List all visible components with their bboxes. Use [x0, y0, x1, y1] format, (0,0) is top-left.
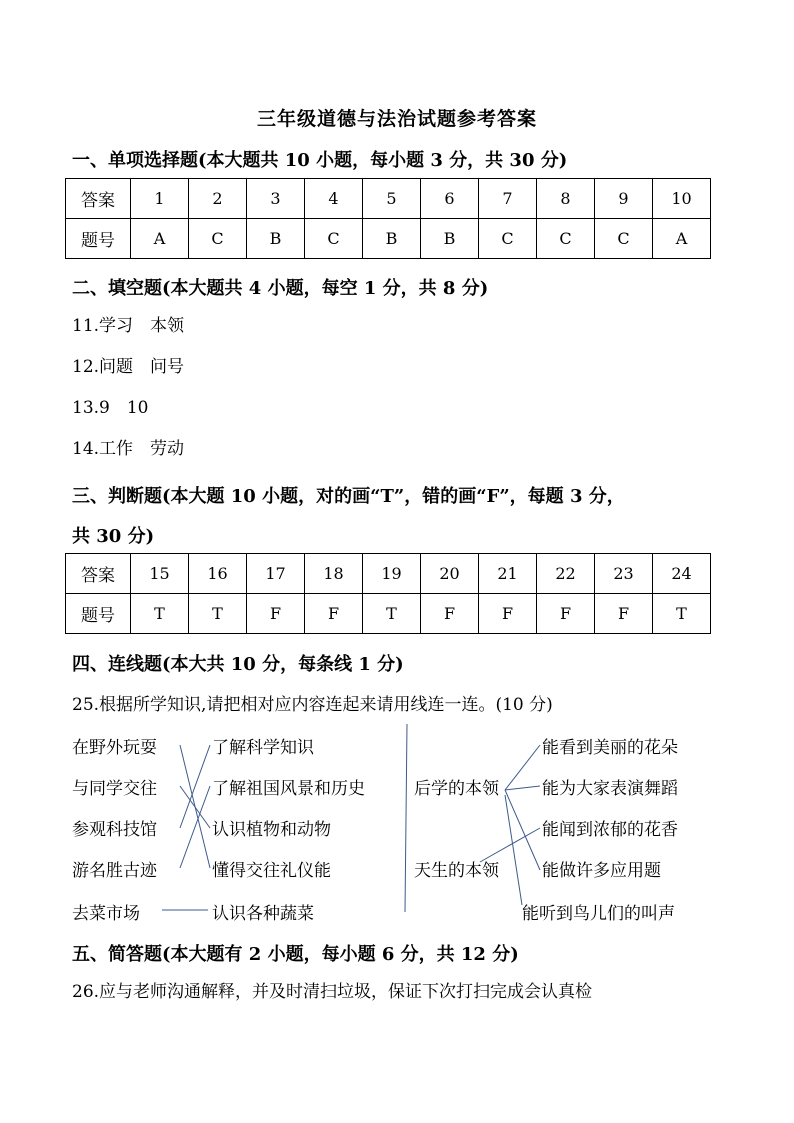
fill-answer-12: 12.问题 问号 [72, 357, 185, 377]
section3-heading-line2: 共 30 分) [72, 526, 155, 547]
table-cell: F [421, 594, 479, 634]
left-item: 与同学交往 [72, 779, 157, 799]
table-cell: C [305, 219, 363, 259]
table-cell: F [595, 594, 653, 634]
section2-heading: 二、填空题(本大题共 4 小题，每空 1 分，共 8 分) [72, 278, 489, 299]
row-label: 答案 [66, 554, 131, 594]
table-cell: F [479, 594, 537, 634]
table-cell: F [305, 594, 363, 634]
middle-item: 了解祖国风景和历史 [212, 779, 365, 799]
table-cell: 10 [653, 179, 711, 219]
table-cell: 20 [421, 554, 479, 594]
middle-item: 认识植物和动物 [212, 820, 331, 840]
left-item: 游名胜古迹 [72, 861, 157, 881]
section5-heading: 五、简答题(本大题有 2 小题，每小题 6 分，共 12 分) [72, 944, 519, 965]
table-cell: 23 [595, 554, 653, 594]
match-line [180, 786, 210, 868]
center-item: 后学的本领 [414, 779, 499, 799]
table-cell: A [131, 219, 189, 259]
fill-answer-13: 13.9 10 [72, 398, 149, 418]
table-cell: 24 [653, 554, 711, 594]
table-cell: T [189, 594, 247, 634]
answer-26: 26.应与老师沟通解释，并及时清扫垃圾，保证下次打扫完成会认真检 [72, 982, 593, 1002]
table-cell: 5 [363, 179, 421, 219]
table-cell: 19 [363, 554, 421, 594]
table-cell: 22 [537, 554, 595, 594]
match-line [180, 786, 210, 828]
right-item: 能闻到浓郁的花香 [542, 820, 678, 840]
row-label: 题号 [66, 594, 131, 634]
table-cell: B [247, 219, 305, 259]
table-cell: C [479, 219, 537, 259]
table-cell: 18 [305, 554, 363, 594]
table-cell: 2 [189, 179, 247, 219]
table-cell: 16 [189, 554, 247, 594]
table-cell: T [131, 594, 189, 634]
right-item: 能听到鸟儿们的叫声 [522, 904, 675, 924]
middle-item: 了解科学知识 [212, 738, 314, 758]
table-cell: B [421, 219, 479, 259]
right-item: 能做许多应用题 [542, 861, 661, 881]
table-cell: 21 [479, 554, 537, 594]
match-line [505, 786, 540, 790]
table-cell: 3 [247, 179, 305, 219]
page-title: 三年级道德与法治试题参考答案 [256, 108, 537, 130]
match-line [480, 828, 540, 862]
center-item: 天生的本领 [414, 861, 499, 881]
divider-line [405, 724, 407, 912]
table-cell: 15 [131, 554, 189, 594]
table-cell: F [247, 594, 305, 634]
table-cell: 1 [131, 179, 189, 219]
table-cell: 9 [595, 179, 653, 219]
table-cell: C [189, 219, 247, 259]
table-cell: 8 [537, 179, 595, 219]
middle-item: 懂得交往礼仪能 [212, 861, 331, 881]
match-line [505, 745, 540, 790]
row-label: 答案 [66, 179, 131, 219]
left-item: 去菜市场 [72, 904, 140, 924]
table-cell: F [537, 594, 595, 634]
match-line [180, 745, 210, 828]
fill-answer-14: 14.工作 劳动 [72, 439, 185, 459]
question-25: 25.根据所学知识,请把相对应内容连起来请用线连一连。(10 分) [72, 695, 553, 715]
table-cell: T [653, 594, 711, 634]
right-item: 能看到美丽的花朵 [542, 738, 678, 758]
section1-heading: 一、单项选择题(本大题共 10 小题，每小题 3 分，共 30 分) [72, 150, 568, 171]
section4-heading: 四、连线题(本大共 10 分，每条线 1 分) [72, 654, 404, 675]
table-cell: A [653, 219, 711, 259]
middle-item: 认识各种蔬菜 [212, 904, 314, 924]
left-item: 参观科技馆 [72, 820, 157, 840]
row-label: 题号 [66, 219, 131, 259]
right-item: 能为大家表演舞蹈 [542, 779, 678, 799]
table-cell: T [363, 594, 421, 634]
table-cell: B [363, 219, 421, 259]
table-cell: 7 [479, 179, 537, 219]
table-cell: 17 [247, 554, 305, 594]
table-cell: 6 [421, 179, 479, 219]
match-line [505, 795, 522, 905]
table-cell: C [595, 219, 653, 259]
section3-heading-line1: 三、判断题(本大题 10 小题，对的画“T”，错的画“F”，每题 3 分， [72, 486, 625, 507]
table-cell: C [537, 219, 595, 259]
table-cell: 4 [305, 179, 363, 219]
fill-answer-11: 11.学习 本领 [72, 316, 185, 336]
left-item: 在野外玩耍 [72, 738, 157, 758]
